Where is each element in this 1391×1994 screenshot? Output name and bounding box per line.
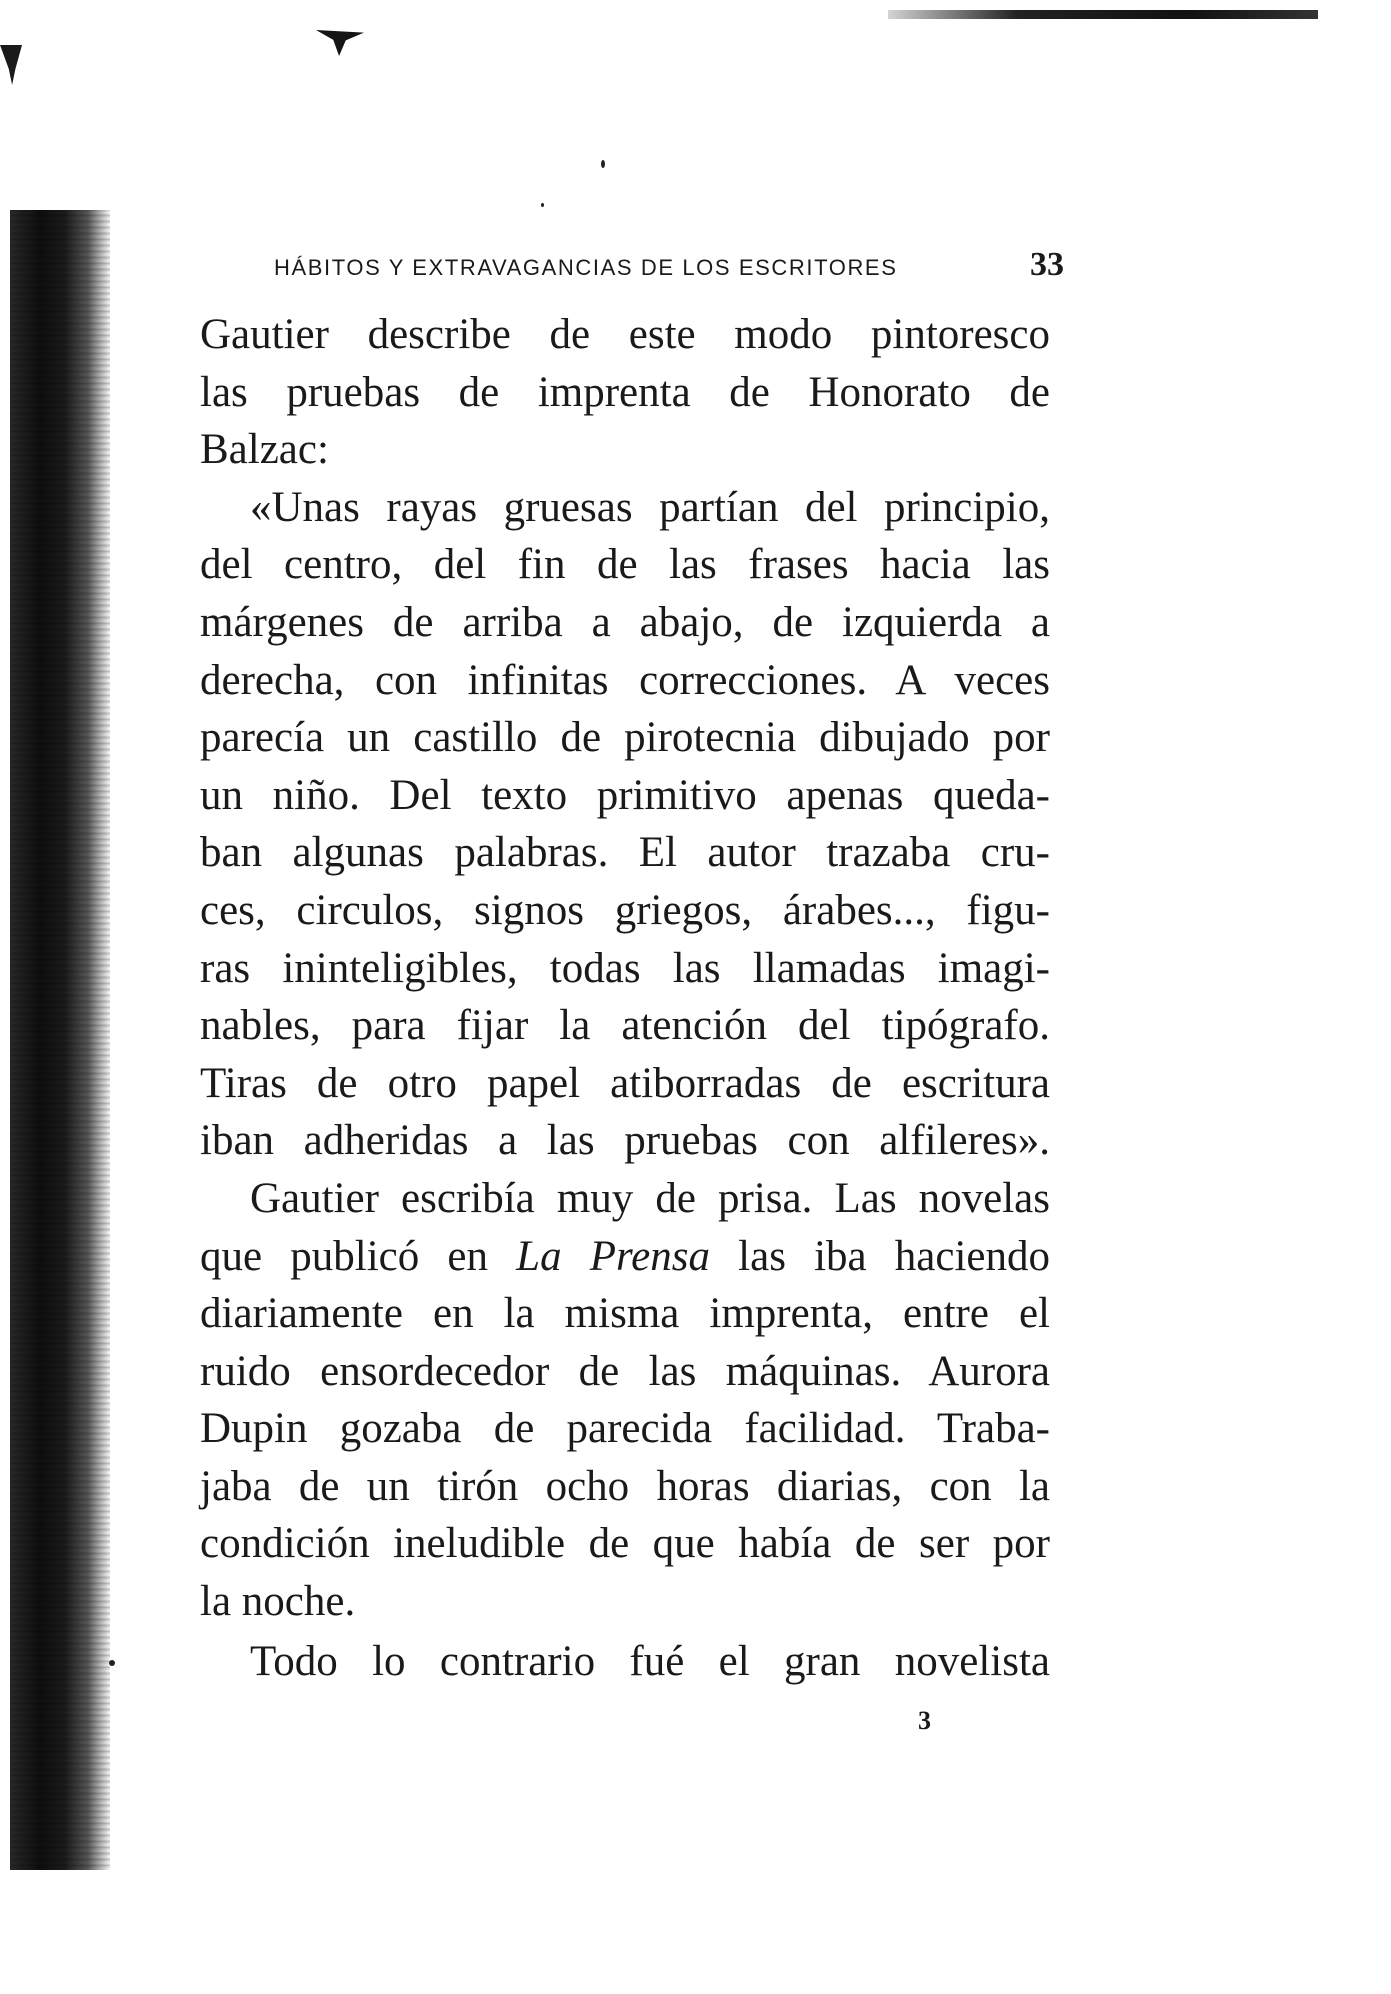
text-segment: que publicó en (200, 1232, 488, 1280)
text-line-with-italic (200, 1228, 1050, 1286)
running-header (274, 246, 1064, 286)
binding-edge-shadow (10, 210, 110, 1870)
text-line: nables, para fijar la atención del tipógrafo. (200, 1002, 1050, 1050)
body-text (200, 306, 1050, 1690)
text-line: las pruebas de imprenta de Honorato de (200, 368, 1050, 416)
text-line: Tiras de otro papel atiborradas de escritura (200, 1059, 1050, 1107)
text-line: del centro, del fin de las frases hacia las (200, 541, 1050, 589)
text-line: ras ininteligibles, todas las llamadas imagi- (200, 944, 1050, 992)
text-line: ruido ensordecedor de las máquinas. Aurora (200, 1347, 1050, 1395)
text-segment: las iba haciendo (738, 1232, 1050, 1280)
text-line: condición ineludible de que había de ser por (200, 1520, 1050, 1568)
text-line: jaba de un tirón ocho horas diarias, con la (200, 1462, 1050, 1510)
scan-artifact-rule (888, 10, 1318, 19)
text-line: Balzac: (200, 426, 329, 474)
text-line: ces, circulos, signos griegos, árabes..., figu- (200, 886, 1050, 934)
scan-speck (601, 160, 605, 168)
text-line: ban algunas palabras. El autor trazaba cru- (200, 829, 1050, 877)
text-line: Gautier escribía muy de prisa. Las novelas (250, 1174, 1050, 1222)
text-line: Dupin gozaba de parecida facilidad. Traba- (200, 1405, 1050, 1453)
text-line: derecha, con infinitas correcciones. A veces (200, 656, 1050, 704)
text-line: la noche. (200, 1578, 356, 1626)
scan-artifact-corner (316, 30, 364, 56)
text-line: parecía un castillo de pirotecnia dibujado por (200, 714, 1050, 762)
running-header-title: HÁBITOS Y EXTRAVAGANCIAS DE LOS ESCRITORES (274, 255, 898, 280)
text-line: márgenes de arriba a abajo, de izquierda a (200, 598, 1050, 646)
text-line: diariamente en la misma imprenta, entre el (200, 1290, 1050, 1338)
scan-speck (541, 203, 544, 207)
text-line: un niño. Del texto primitivo apenas queda- (200, 771, 1050, 819)
page-number: 33 (1030, 246, 1064, 283)
newspaper-title: La Prensa (516, 1232, 710, 1280)
scan-speck (109, 1660, 115, 1666)
signature-mark: 3 (918, 1706, 931, 1735)
text-line: Todo lo contrario fué el gran novelista (250, 1637, 1050, 1685)
text-line: iban adheridas a las pruebas con alfileres». (200, 1117, 1050, 1165)
scan-artifact-mark (0, 45, 22, 85)
text-line: «Unas rayas gruesas partían del principio, (250, 483, 1050, 531)
text-line: Gautier describe de este modo pintoresco (200, 311, 1050, 358)
